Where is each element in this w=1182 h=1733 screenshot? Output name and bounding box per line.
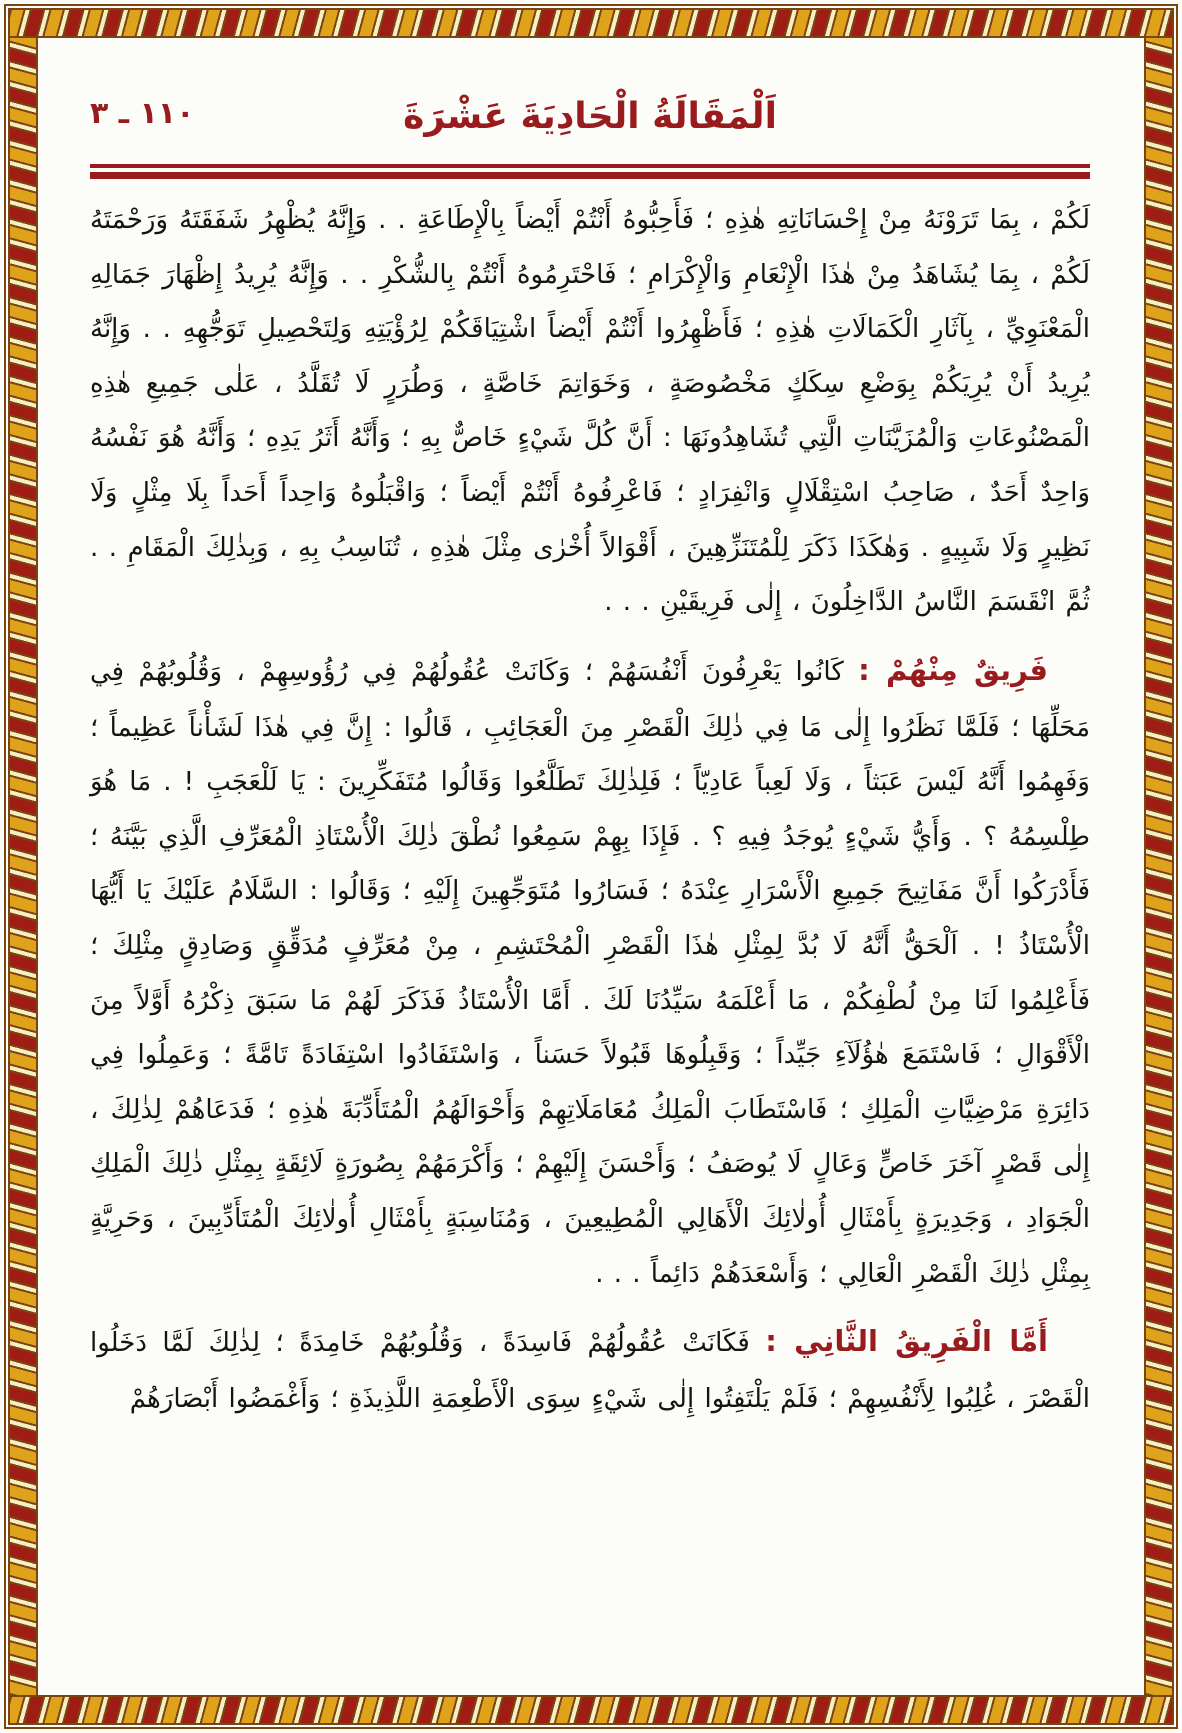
border-chain-right [1144, 36, 1174, 1697]
page-title: اَلْمَقَالَةُ الْحَادِيَةَ عَشْرَةَ [403, 96, 777, 137]
paragraph-text: فَكَانَتْ عُقُولُهُمْ فَاسِدَةً ، وَقُلُوبُهُمْ خَامِدَةً ؛ لِذٰلِكَ لَمَّا دَخَلُوا الْقَصْرَ ، غُلِبُوا لِأَنْفُسِهِمْ ؛ فَلَمْ يَلْتَفِتُوا إِلٰى شَيْءٍ سِوَى الْأَطْعِمَةِ اللَّذِيذَةِ ؛ وَأَغْمَضُوا أَبْصَارَهُمْ [90, 1328, 1090, 1415]
divider-bottom-bar [90, 172, 1090, 179]
paragraph-text: لَكُمْ ، بِمَا تَرَوْنَهُ مِنْ إِحْسَانَاتِهِ هٰذِهِ ؛ فَأَحِبُّوهُ أَنْتُمْ أَيْضاً بِالْإِطَاعَةِ . . وَإِنَّهُ يُظْهِرُ شَفَقَتَهُ وَرَحْمَتَهُ لَكُمْ ، بِمَا يُشَاهَدُ مِنْ هٰذَا الْإِنْعَامِ وَالْإِكْرَامِ ؛ فَاحْتَرِمُوهُ أَنْتُمْ بِالشُّكْرِ . . وَإِنَّهُ يُرِيدُ إِظْهَارَ جَمَالِهِ الْمَعْنَوِيِّ ، بِآثَارِ الْكَمَالَاتِ هٰذِهِ ؛ فَأَظْهِرُوا أَنْتُمْ أَيْضاً اشْتِيَاقَكُمْ لِرُؤْيَتِهِ وَلِتَحْصِيلِ تَوَجُّهِهِ . . وَإِنَّهُ يُرِيدُ أَنْ يُرِيَكُمْ بِوَضْعِ سِكَكٍ مَخْصُوصَةٍ ، وَخَوَاتِمَ خَاصَّةٍ ، وَطُرَرٍ لَا تُقَلَّدُ ، عَلٰى جَمِيعِ هٰذِهِ الْمَصْنُوعَاتِ وَالْمُزَيَّنَاتِ الَّتِي تُشَاهِدُونَهَا : أَنَّ كُلَّ شَيْءٍ خَاصٌّ بِهِ ؛ وَأَنَّهُ أَثَرُ يَدِهِ ؛ وَأَنَّهُ هُوَ نَفْسُهُ وَاحِدٌ أَحَدٌ ، صَاحِبُ اسْتِقْلَالٍ وَانْفِرَادٍ ؛ فَاعْرِفُوهُ أَنْتُمْ أَيْضاً ؛ وَاقْبَلُوهُ وَاحِداً أَحَداً بِلَا مِثْلٍ وَلَا نَظِيرٍ وَلَا شَبِيهٍ . وَهٰكَذَا ذَكَرَ لِلْمُتَنَزِّهِينَ ، أَقْوَالاً أُخْرٰى مِثْلَ هٰذِهِ ، تُنَاسِبُ بِهِ ، وَبِذٰلِكَ الْمَقَامِ . . ثُمَّ انْقَسَمَ النَّاسُ الدَّاخِلُونَ ، إِلٰى فَرِيقَيْنِ . . . [90, 205, 1090, 618]
paragraph-lead: فَرِيقٌ مِنْهُمْ : [858, 652, 1049, 687]
paragraph [90, 640, 1090, 1301]
paragraph-text: كَانُوا يَعْرِفُونَ أَنْفُسَهُمْ ؛ وَكَانَتْ عُقُولُهُمْ فِي رُؤُوسِهِمْ ، وَقُلُوبُهُمْ فِي مَحَلِّهَا ؛ فَلَمَّا نَظَرُوا إِلٰى مَا فِي ذٰلِكَ الْقَصْرِ مِنَ الْعَجَائِبِ ، قَالُوا : إِنَّ فِي هٰذَا لَشَأْناً عَظِيماً ؛ وَفَهِمُوا أَنَّهُ لَيْسَ عَبَثاً ، وَلَا لَعِباً عَادِيّاً ؛ فَلِذٰلِكَ تَطَلَّعُوا وَقَالُوا مُتَفَكِّرِينَ : يَا لَلْعَجَبِ ! . مَا هُوَ طِلْسِمُهُ ؟ . وَأَيُّ شَيْءٍ يُوجَدُ فِيهِ ؟ . فَإِذَا بِهِمْ سَمِعُوا نُطْقَ ذٰلِكَ الْأُسْتَاذِ الْمُعَرِّفِ الَّذِي بَيَّنَهُ ؛ فَأَدْرَكُوا أَنَّ مَفَاتِيحَ جَمِيعِ الْأَسْرَارِ عِنْدَهُ ؛ فَسَارُوا مُتَوَجِّهِينَ إِلَيْهِ ؛ وَقَالُوا : السَّلَامُ عَلَيْكَ يَا أَيُّهَا الْأُسْتَاذُ ! . اَلْحَقُّ أَنَّهُ لَا بُدَّ لِمِثْلِ هٰذَا الْقَصْرِ الْمُحْتَشِمِ ، مِنْ مُعَرِّفٍ مُدَقِّقٍ وَصَادِقٍ مِثْلِكَ ؛ فَأَعْلِمُوا لَنَا مِنْ لُطْفِكُمْ ، مَا أَعْلَمَهُ سَيِّدُنَا لَكَ . أَمَّا الْأُسْتَاذُ فَذَكَرَ لَهُمْ مَا سَبَقَ ذِكْرُهُ أَوَّلاً مِنَ الْأَقْوَالِ ؛ فَاسْتَمَعَ هٰؤُلَآءِ جَيِّداً ؛ وَقَبِلُوهَا قَبُولاً حَسَناً ، وَاسْتَفَادُوا اسْتِفَادَةً تَامَّةً ؛ وَعَمِلُوا فِي دَائِرَةِ مَرْضِيَّاتِ الْمَلِكِ ؛ فَاسْتَطَابَ الْمَلِكُ مُعَامَلَاتِهِمْ وَأَحْوَالَهُمُ الْمُتَأَدِّبَةَ هٰذِهِ ؛ فَدَعَاهُمْ لِذٰلِكَ ، إِلٰى قَصْرٍ آخَرَ خَاصٍّ وَعَالٍ لَا يُوصَفُ ؛ وَأَحْسَنَ إِلَيْهِمْ ؛ وَأَكْرَمَهُمْ بِصُورَةٍ لَائِقَةٍ بِمِثْلِ ذٰلِكَ الْمَلِكِ الْجَوَادِ ، وَجَدِيرَةٍ بِأَمْثَالِ أُولٰائِكَ الْأَهَالِي الْمُطِيعِينَ ، وَمُنَاسِبَةٍ بِأَمْثَالِ أُولٰائِكَ الْمُتَأَدِّبِينَ ، وَحَرِيَّةٍ بِمِثْلِ ذٰلِكَ الْقَصْرِ الْعَالِي ؛ وَأَسْعَدَهُمْ دَائِماً . . . [90, 656, 1090, 1289]
border-chain-bottom [8, 1695, 1174, 1725]
page-header [90, 86, 1090, 148]
paragraph [90, 193, 1090, 630]
page-number: ١١٠ ـ ٣ [90, 96, 195, 131]
page-content [90, 46, 1090, 1687]
border-chain-left [8, 36, 38, 1697]
paragraph-lead: أَمَّا الْفَرِيقُ الثَّانِي : [765, 1324, 1049, 1359]
header-divider [90, 164, 1090, 179]
border-chain-top [8, 8, 1174, 38]
paragraph [90, 1311, 1090, 1426]
body-text [90, 193, 1090, 1427]
